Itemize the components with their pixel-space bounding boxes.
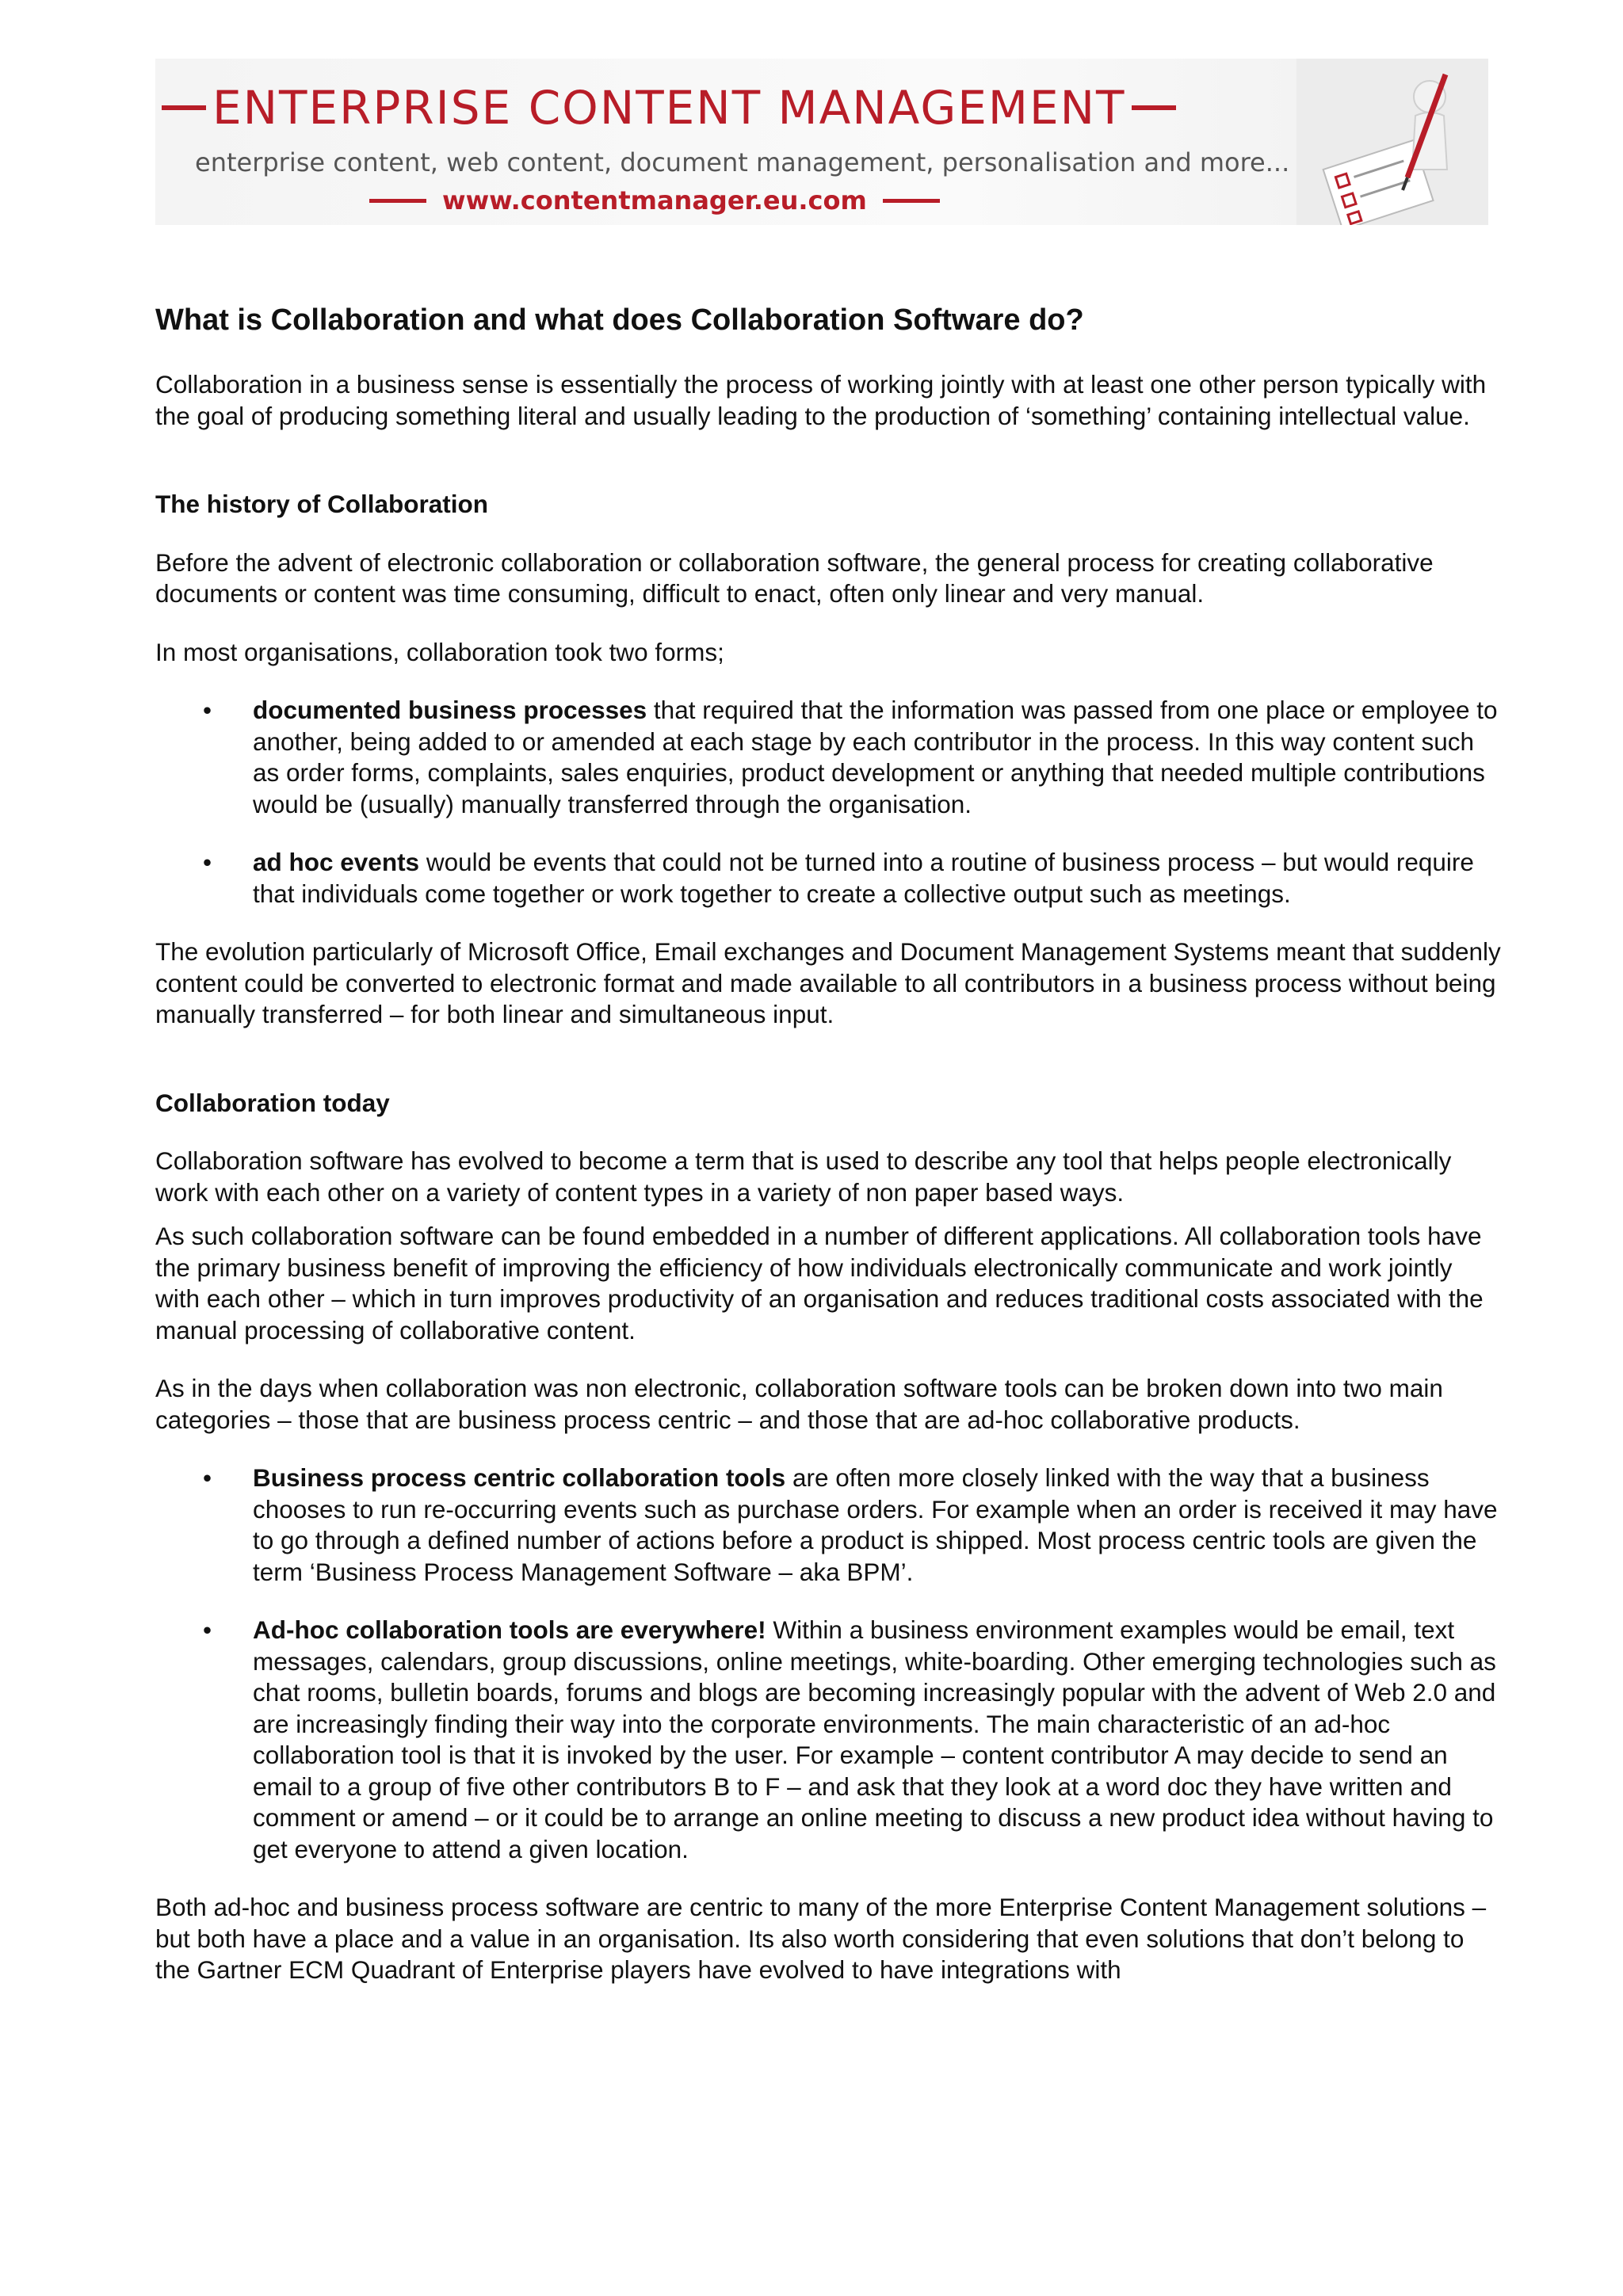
today-heading: Collaboration today [155, 1088, 390, 1117]
article-title: What is Collaboration and what does Collaboration Software do? [155, 303, 1084, 337]
list-item [155, 1463, 1503, 1588]
list-item-bold: Ad-hoc collaboration tools are everywhere! [253, 1615, 766, 1644]
list-item-text: Within a business environment examples would be email, text messages, calendars, group discussions, online meetings, white-boarding. Other emerging technologies such as chat rooms, bulletin boards, forums and blogs are becoming increasingly popular with the advent of Web 2.0 and are increasingly finding their way into the corporate environments. The main characteristic of an ad-hoc collaboration tool is that it is invoked by the user. For example – content contributor A may decide to send an email to a group of five other contributors B to F – and ask that they look at a word doc they have written and comment or amend – or it could be to arrange an online meeting to discuss a new product idea without having to get everyone to attend a given location. [253, 1615, 1496, 1863]
history-heading: The history of Collaboration [155, 490, 489, 518]
banner-title [155, 81, 1214, 135]
url-dash-right [883, 199, 940, 203]
banner-url [353, 185, 956, 215]
intro-paragraph: Collaboration in a business sense is essentially the process of working jointly with at least one other person typically with the goal of producing something literal and usually leading to the production of ‘something’ containing intellectual value. [155, 370, 1487, 430]
list-item-bold: Business process centric collaboration tools [253, 1463, 786, 1492]
article [155, 301, 1503, 1986]
history-bullet-list [155, 695, 1503, 910]
today-paragraph-1: Collaboration software has evolved to become a term that is used to describe any tool that helps people electronically work with each other on a variety of content types in a variety of non paper based ways. [155, 1146, 1452, 1207]
bullet-mark: • [203, 696, 212, 724]
list-item-text: are often more closely linked with the way that a business chooses to run re-occurring events such as purchase orders. For example when an order is received it may have to go through a defined number of actions before a product is shipped. Most process centric tools are given the term ‘Business Process Management Software – aka BPM’. [253, 1463, 1498, 1586]
url-dash-left [369, 199, 426, 203]
banner-title-text: ENTERPRISE CONTENT MANAGEMENT [212, 81, 1126, 135]
list-item [155, 1615, 1503, 1865]
banner-url-text: www.contentmanager.eu.com [442, 185, 867, 215]
history-paragraph-1: Before the advent of electronic collaboration or collaboration software, the general process for creating collaborative documents or content was time consuming, difficult to enact, often only linear and very manual. [155, 547, 1434, 608]
list-item-bold: documented business processes [253, 696, 647, 724]
title-dash-left [162, 105, 206, 110]
today-paragraph-2: As such collaboration software can be found embedded in a number of different applications. All collaboration tools have the primary business benefit of improving the efficiency of how individuals electronically communicate and work jointly with each other – which in turn improves productivity of an organisation and reduces traditional costs associated with the manual processing of collaborative content. [155, 1222, 1484, 1344]
title-dash-right [1132, 105, 1176, 110]
history-paragraph-2: In most organisations, collaboration took two forms; [155, 637, 724, 666]
list-item [155, 695, 1503, 820]
today-paragraph-4: Both ad-hoc and business process software are centric to many of the more Enterprise Content Management solutions – but both have a place and a value in an organisation. Its also worth considering that even solutions that don’t belong to the Gartner ECM Quadrant of Enterprise players have evolved to have integrations with [155, 1893, 1487, 1984]
bullet-mark: • [203, 1615, 212, 1644]
bullet-mark: • [203, 848, 212, 876]
site-banner [155, 59, 1488, 225]
history-paragraph-3: The evolution particularly of Microsoft Office, Email exchanges and Document Management Systems meant that suddenly content could be converted to electronic format and made available to all contributors in a business process without being manually transferred – for both linear and simultaneous input. [155, 937, 1501, 1028]
checklist-person-icon [1296, 59, 1488, 225]
today-bullet-list [155, 1463, 1503, 1865]
list-item-text: that required that the information was passed from one place or employee to another, being added to or amended at each stage by each contributor in the process. In this way content such as order forms, complaints, sales enquiries, product development or anything that needed multiple contributions would be (usually) manually transferred through the organisation. [253, 696, 1498, 818]
list-item [155, 847, 1503, 910]
bullet-mark: • [203, 1463, 212, 1492]
banner-subtitle: enterprise content, web content, document management, personalisation and more... [195, 147, 1290, 177]
list-item-text: would be events that could not be turned into a routine of business process – but would require that individuals come together or work together to create a collective output such as meetings. [253, 848, 1474, 908]
list-item-bold: ad hoc events [253, 848, 420, 876]
today-paragraph-3: As in the days when collaboration was non electronic, collaboration software tools can be broken down into two main categories – those that are business process centric – and those that are ad-hoc collaborative products. [155, 1374, 1443, 1434]
